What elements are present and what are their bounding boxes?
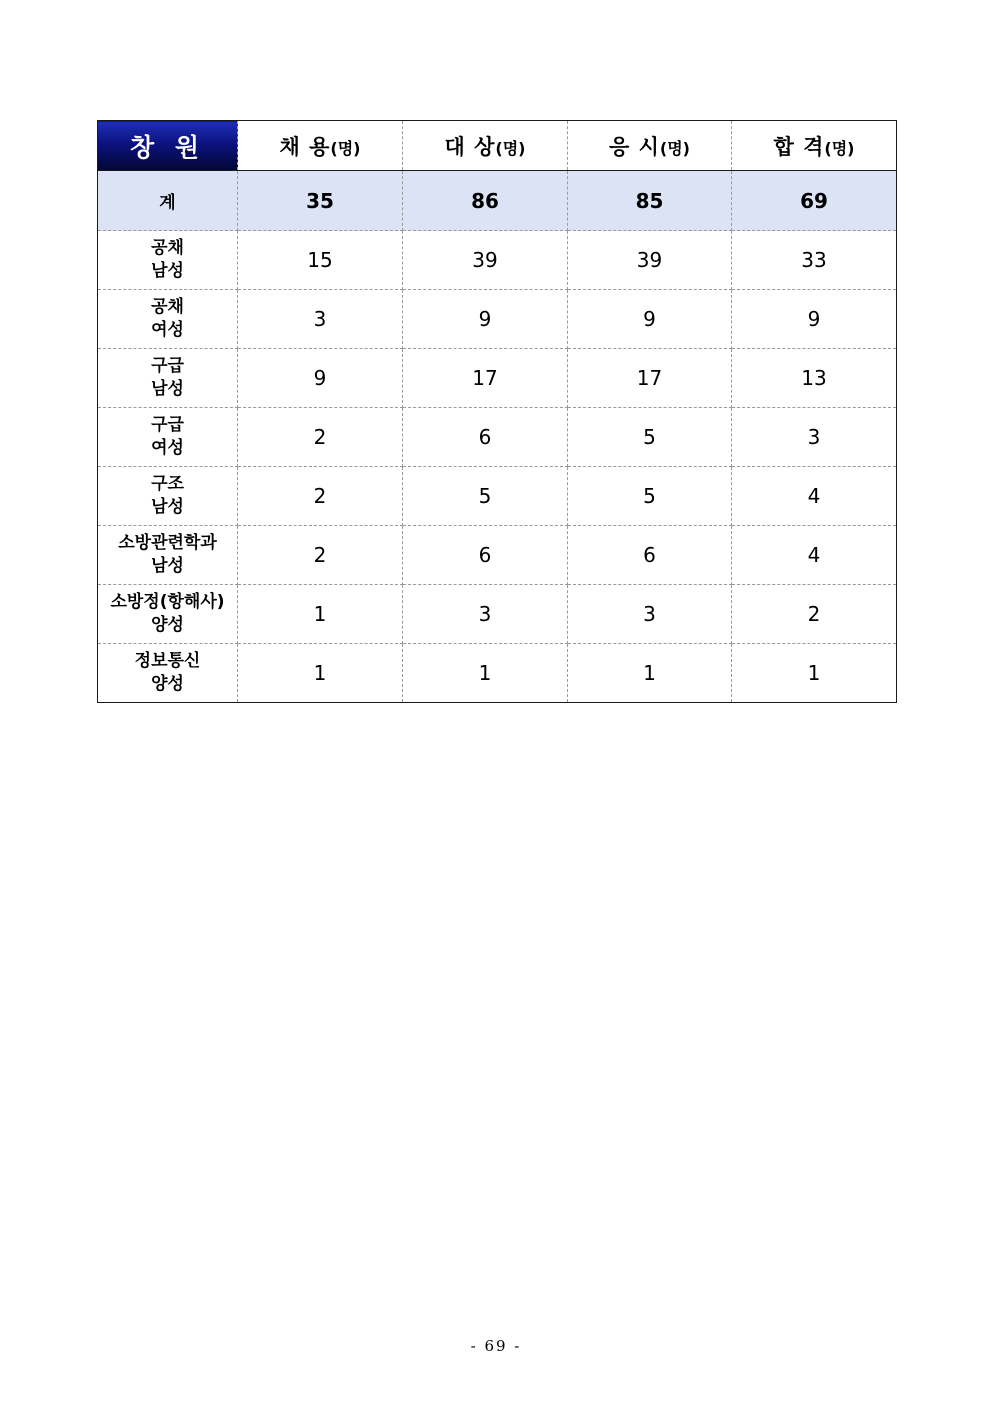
row-label [98, 585, 238, 644]
cell-passed: 4 [732, 526, 897, 585]
row-label-line2: 남성 [151, 556, 184, 576]
row-label [98, 526, 238, 585]
cell-passed: 4 [732, 467, 897, 526]
column-header-label: 대 상 [444, 134, 496, 159]
row-label-line1: 소방관련학과 [118, 533, 217, 553]
recruitment-stats-table [97, 120, 897, 703]
total-row [98, 171, 897, 231]
row-label [98, 467, 238, 526]
cell-eligible: 9 [403, 290, 568, 349]
total-label: 계 [98, 171, 238, 231]
table-row [98, 231, 897, 290]
cell-eligible: 6 [403, 408, 568, 467]
row-label-line1: 구급 [151, 415, 184, 435]
cell-hired: 3 [238, 290, 403, 349]
cell-hired: 2 [238, 408, 403, 467]
column-header-eligible [403, 121, 568, 171]
table-row [98, 290, 897, 349]
table-row [98, 585, 897, 644]
cell-passed: 13 [732, 349, 897, 408]
cell-hired: 2 [238, 526, 403, 585]
row-label [98, 231, 238, 290]
total-value-applied: 85 [568, 171, 732, 231]
column-header-passed [732, 121, 897, 171]
column-header-hired [238, 121, 403, 171]
cell-hired: 1 [238, 585, 403, 644]
row-label-line1: 정보통신 [134, 651, 201, 671]
row-label [98, 349, 238, 408]
row-label-line2: 남성 [151, 497, 184, 517]
cell-applied: 5 [568, 408, 732, 467]
row-label-line2: 양성 [151, 674, 184, 694]
cell-passed: 33 [732, 231, 897, 290]
cell-eligible: 3 [403, 585, 568, 644]
row-label [98, 408, 238, 467]
column-header-unit: (명) [659, 138, 690, 158]
total-value-hired: 35 [238, 171, 403, 231]
cell-hired: 1 [238, 644, 403, 703]
corner-header-cell: 창 원 [98, 121, 238, 171]
cell-applied: 9 [568, 290, 732, 349]
cell-applied: 39 [568, 231, 732, 290]
cell-applied: 5 [568, 467, 732, 526]
cell-passed: 9 [732, 290, 897, 349]
cell-eligible: 17 [403, 349, 568, 408]
row-label-line2: 남성 [151, 379, 184, 399]
header-row [98, 121, 897, 171]
column-header-label: 응 시 [609, 134, 660, 159]
cell-applied: 3 [568, 585, 732, 644]
row-label-line1: 구급 [151, 356, 184, 376]
row-label [98, 290, 238, 349]
cell-hired: 2 [238, 467, 403, 526]
row-label-line2: 남성 [151, 261, 184, 281]
row-label-line1: 공채 [151, 297, 184, 317]
cell-eligible: 5 [403, 467, 568, 526]
cell-passed: 2 [732, 585, 897, 644]
page-number: - 69 - [470, 1337, 522, 1355]
column-header-label: 채 용 [279, 134, 331, 159]
cell-passed: 1 [732, 644, 897, 703]
cell-eligible: 39 [403, 231, 568, 290]
row-label [98, 644, 238, 703]
row-label-line1: 공채 [151, 238, 184, 258]
table-row [98, 526, 897, 585]
cell-eligible: 1 [403, 644, 568, 703]
cell-applied: 1 [568, 644, 732, 703]
table-row [98, 644, 897, 703]
cell-hired: 15 [238, 231, 403, 290]
cell-applied: 6 [568, 526, 732, 585]
table-row [98, 467, 897, 526]
row-label-line2: 여성 [151, 438, 184, 458]
total-value-passed: 69 [732, 171, 897, 231]
row-label-line2: 여성 [151, 320, 184, 340]
row-label-line1: 구조 [151, 474, 184, 494]
row-label-line2: 양성 [151, 615, 184, 635]
column-header-unit: (명) [330, 138, 361, 158]
column-header-applied [568, 121, 732, 171]
total-value-eligible: 86 [403, 171, 568, 231]
cell-applied: 17 [568, 349, 732, 408]
cell-hired: 9 [238, 349, 403, 408]
table-row [98, 408, 897, 467]
table-row [98, 349, 897, 408]
column-header-label: 합 격 [773, 134, 825, 159]
row-label-line1: 소방정(항해사) [110, 592, 225, 612]
cell-eligible: 6 [403, 526, 568, 585]
column-header-unit: (명) [824, 138, 855, 158]
cell-passed: 3 [732, 408, 897, 467]
column-header-unit: (명) [495, 138, 526, 158]
